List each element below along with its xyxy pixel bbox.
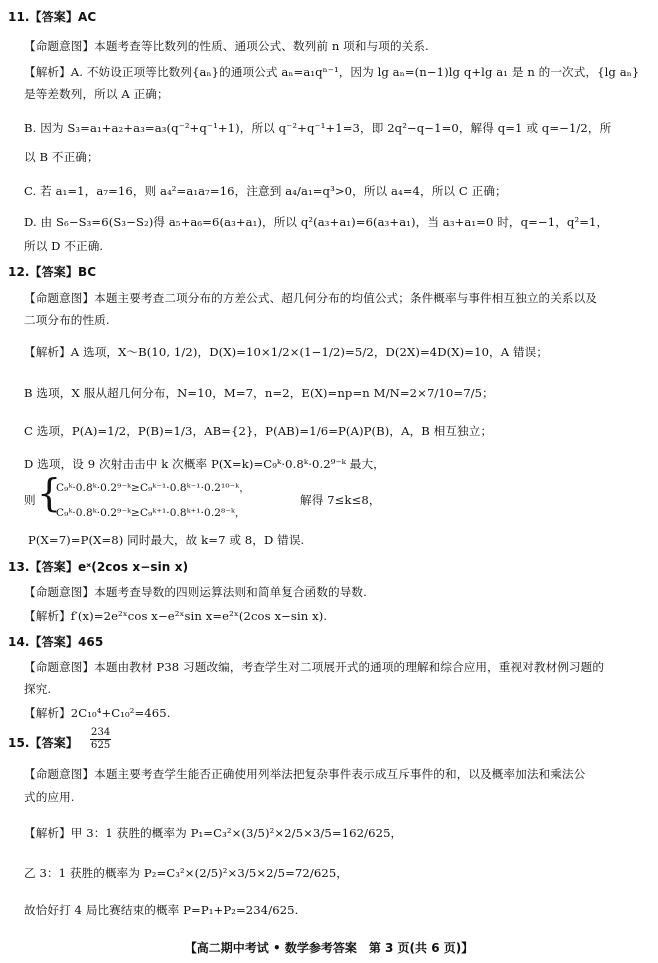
page-footer: 【高二期中考试 • 数学参考答案 第 3 页(共 6 页)】 bbox=[184, 941, 474, 955]
q15-analysis-line3: 故恰好打 4 局比赛结束的概率 P=P₁+P₂=234/625. bbox=[24, 903, 299, 917]
q13-analysis: 【解析】f′(x)=2e²ˣcos x−e²ˣsin x=e²ˣ(2cos x−sin x). bbox=[24, 609, 328, 623]
q15-intent-line1: 【命题意图】本题主要考查学生能否正确使用列举法把复杂事件表示成互斥事件的和，以及概率加法和乘法公 bbox=[24, 767, 586, 781]
q15-answer-fraction bbox=[90, 727, 111, 752]
q11-analysis-d-line2: 所以 D 不正确. bbox=[24, 239, 104, 253]
q14-answer: 14.【答案】465 bbox=[8, 635, 104, 649]
q11-analysis-c: C. 若 a₁=1，a₇=16，则 a₄²=a₁a₇=16，注意到 a₄/a₁=q³>0，所以 a₄=4，所以 C 正确； bbox=[24, 184, 507, 198]
q12-analysis-d-line1: D 选项，设 9 次射击击中 k 次概率 P(X=k)=C₉ᵏ·0.8ᵏ·0.2⁹⁻ᵏ 最大， bbox=[24, 457, 385, 471]
q12-inequality-2: C₉ᵏ·0.8ᵏ·0.2⁹⁻ᵏ≥C₉ᵏ⁺¹·0.8ᵏ⁺¹·0.2⁸⁻ᵏ， bbox=[56, 507, 246, 519]
q11-analysis-a-line1: 【解析】A. 不妨设正项等比数列{aₙ}的通项公式 aₙ=a₁qⁿ⁻¹，因为 lg aₙ=(n−1)lg q+lg a₁ 是 n 的一次式，{lg aₙ} bbox=[24, 65, 640, 79]
q11-analysis-a-line2: 是等差数列，所以 A 正确； bbox=[24, 87, 169, 101]
q14-analysis: 【解析】2C₁₀⁴+C₁₀²=465. bbox=[24, 706, 171, 720]
q12-analysis-b: B 选项，X 服从超几何分布，N=10，M=7，n=2，E(X)=np=n M/N=2×7/10=7/5； bbox=[24, 386, 494, 400]
q11-analysis-d-line1: D. 由 S₆−S₃=6(S₃−S₂)得 a₅+a₆=6(a₃+a₁)，所以 q²(a₃+a₁)=6(a₃+a₁)，当 a₃+a₁=0 时，q=−1，q²=1， bbox=[24, 215, 609, 229]
q11-analysis-b-line1: B. 因为 S₃=a₁+a₂+a₃=a₃(q⁻²+q⁻¹+1)，所以 q⁻²+q⁻¹+1=3，即 2q²−q−1=0，解得 q=1 或 q=−1/2，所 bbox=[24, 121, 612, 135]
q11-answer: 11.【答案】AC bbox=[8, 10, 97, 24]
q14-intent-line2: 探究. bbox=[24, 682, 52, 696]
q15-analysis-line1: 【解析】甲 3：1 获胜的概率为 P₁=C₃²×(3/5)²×2/5×3/5=162/625， bbox=[24, 826, 403, 840]
q14-intent-line1: 【命题意图】本题由教材 P38 习题改编，考查学生对二项展开式的通项的理解和综合应用，重视对教材例习题的 bbox=[24, 660, 605, 674]
q12-analysis-a: 【解析】A 选项，X～B(10, 1/2)，D(X)=10×1/2×(1−1/2)=5/2，D(2X)=4D(X)=10，A 错误； bbox=[24, 345, 549, 359]
q12-intent-line2: 二项分布的性质. bbox=[24, 313, 110, 327]
q12-analysis-c: C 选项，P(A)=1/2，P(B)=1/3，AB={2}，P(AB)=1/6=P(A)P(B)，A，B 相互独立； bbox=[24, 424, 493, 438]
q15-answer-numerator: 234 bbox=[91, 727, 111, 738]
q13-intent: 【命题意图】本题考查导数的四则运算法则和简单复合函数的导数. bbox=[24, 585, 367, 599]
q12-inequality-1: C₉ᵏ·0.8ᵏ·0.2⁹⁻ᵏ≥C₉ᵏ⁻¹·0.8ᵏ⁻¹·0.2¹⁰⁻ᵏ， bbox=[56, 482, 250, 494]
q12-solution: 解得 7≤k≤8， bbox=[300, 493, 381, 507]
q13-answer: 13.【答案】eˣ(2cos x−sin x) bbox=[8, 560, 189, 574]
q12-answer: 12.【答案】BC bbox=[8, 265, 97, 279]
q11-analysis-b-line2: 以 B 不正确； bbox=[24, 150, 99, 164]
q12-analysis-d-conclusion: P(X=7)=P(X=8) 同时最大，故 k=7 或 8，D 错误. bbox=[28, 533, 305, 547]
q15-intent-line2: 式的应用. bbox=[24, 790, 75, 804]
q11-intent: 【命题意图】本题考查等比数列的性质、通项公式、数列前 n 项和与项的关系. bbox=[24, 39, 429, 53]
q12-then-label: 则 bbox=[24, 493, 36, 507]
system-brace: { bbox=[37, 471, 62, 515]
q15-answer-label: 15.【答案】 bbox=[8, 736, 78, 750]
q12-intent-line1: 【命题意图】本题主要考查二项分布的方差公式、超几何分布的均值公式；条件概率与事件相互独立的关系以及 bbox=[24, 291, 597, 305]
q15-answer-denominator: 625 bbox=[91, 740, 111, 751]
q15-analysis-line2: 乙 3：1 获胜的概率为 P₂=C₃²×(2/5)²×3/5×2/5=72/625， bbox=[24, 866, 348, 880]
